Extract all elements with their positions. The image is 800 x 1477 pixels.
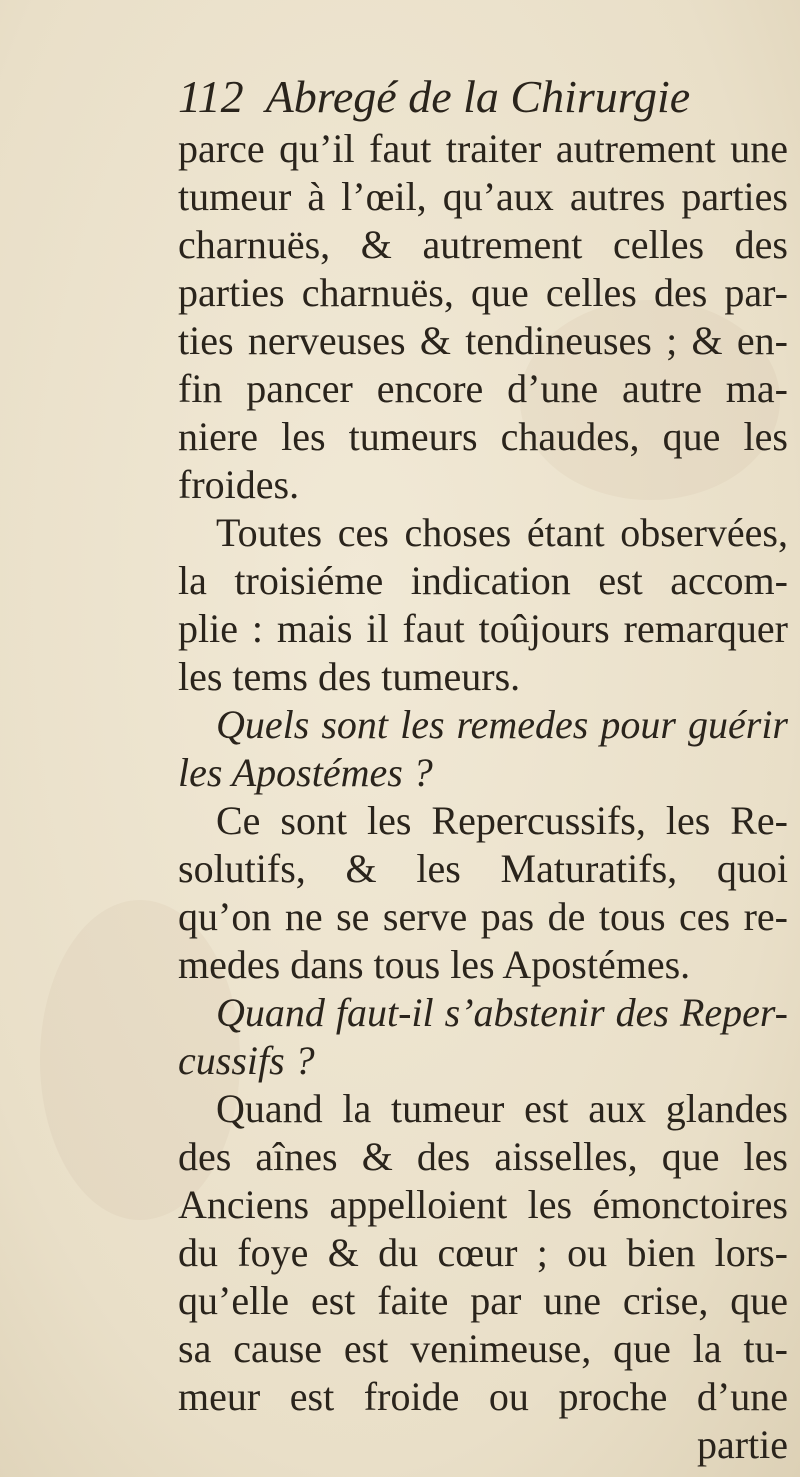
text-line: medes dans tous les Apostémes. xyxy=(178,942,691,987)
text-line: fin pancer encore d’une autre ma- xyxy=(178,366,788,411)
text-line: froides. xyxy=(178,462,300,507)
text-line: la troisiéme indication est accom- xyxy=(178,558,788,603)
text-line: meur est froide ou proche d’une xyxy=(178,1374,788,1419)
running-header xyxy=(178,68,778,126)
text-line: du foye & du cœur ; ou bien lors- xyxy=(178,1230,788,1275)
text-line: Toutes ces choses étant observées, xyxy=(216,510,788,555)
text-line: qu’elle est faite par une crise, que xyxy=(178,1278,788,1323)
text-line: les tems des tumeurs. xyxy=(178,654,521,699)
text-line: qu’on ne se serve pas de tous ces re- xyxy=(178,894,788,939)
text-line: plie : mais il faut toûjours remarquer xyxy=(178,606,788,651)
text-body xyxy=(178,125,788,1421)
text-line: Quand faut-il s’abstenir des Reper- xyxy=(216,990,788,1035)
text-line: ties nerveuses & tendineuses ; & en- xyxy=(178,318,788,363)
running-title: Abregé de la Chirurgie xyxy=(265,71,691,122)
text-line: les Apostémes ? xyxy=(178,750,433,795)
text-line: des aînes & des aisselles, que les xyxy=(178,1134,788,1179)
text-line: tumeur à l’œil, qu’aux autres parties xyxy=(178,174,788,219)
page-number: 112 xyxy=(178,71,244,122)
text-line: Quels sont les remedes pour guérir xyxy=(216,702,788,747)
text-line: parties charnuës, que celles des par- xyxy=(178,270,788,315)
text-line: cussifs ? xyxy=(178,1038,315,1083)
catchword: partie xyxy=(696,1422,788,1467)
text-line: Ce sont les Repercussifs, les Re- xyxy=(216,798,788,843)
text-line: Anciens appelloient les émonctoires xyxy=(178,1182,788,1227)
text-line: charnuës, & autrement celles des xyxy=(178,222,788,267)
text-line: sa cause est venimeuse, que la tu- xyxy=(178,1326,788,1371)
text-line: Quand la tumeur est aux glandes xyxy=(216,1086,788,1131)
text-line: solutifs, & les Maturatifs, quoi xyxy=(178,846,788,891)
text-line: parce qu’il faut traiter autrement une xyxy=(178,126,788,171)
text-line: niere les tumeurs chaudes, que les xyxy=(178,414,788,459)
